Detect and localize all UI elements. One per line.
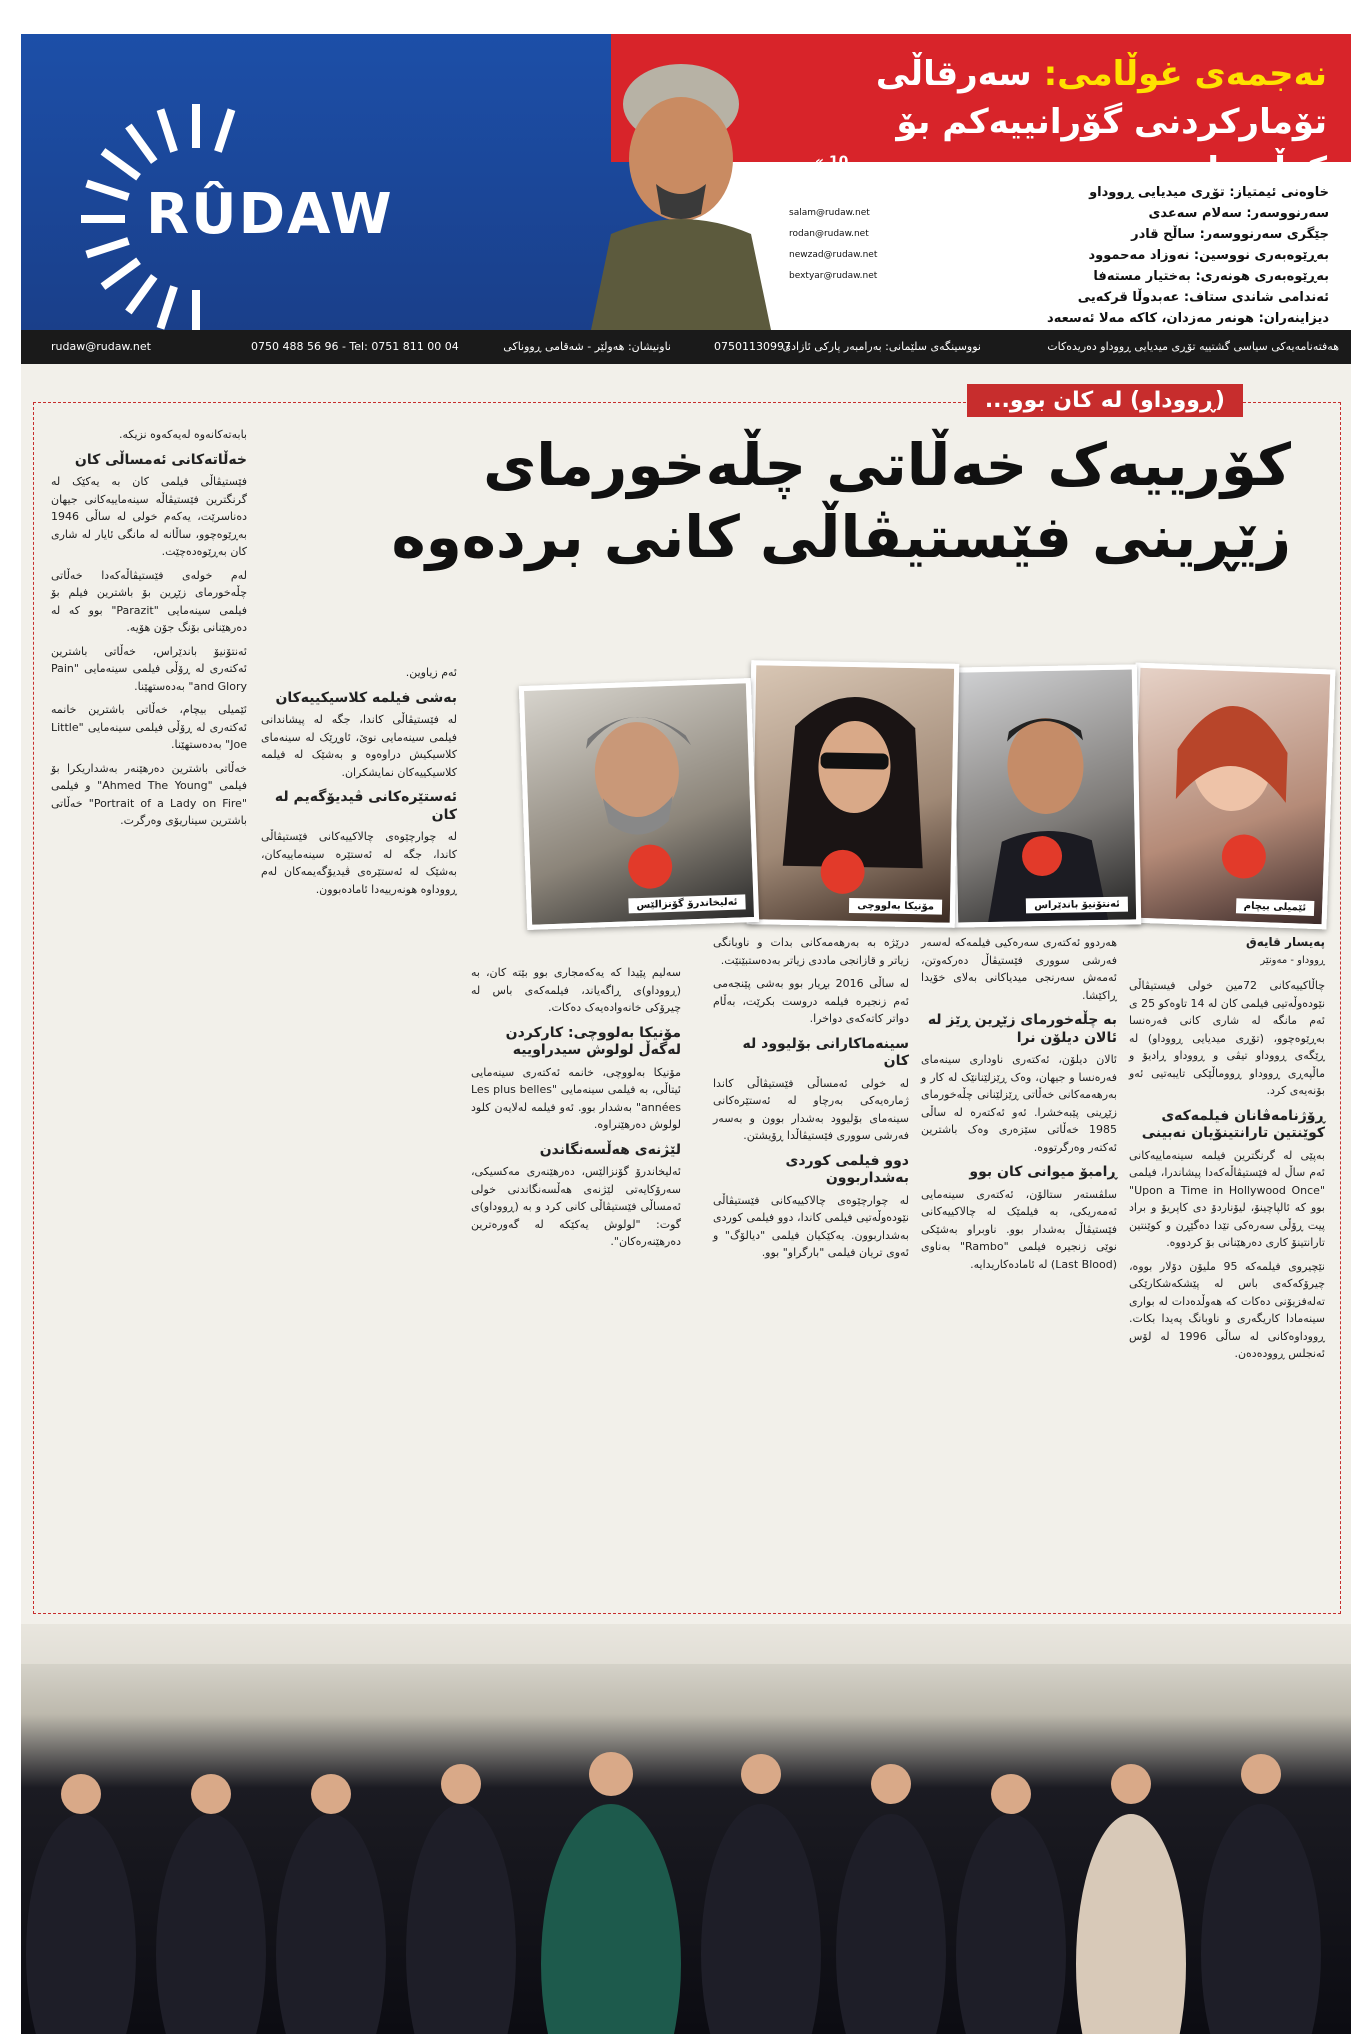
caption-monica-bellucci: مۆنیکا بەلووچی [849,898,942,915]
article-title-line2: زێڕینی فێستیڤاڵی کانی بردەوە [391,503,1291,571]
col5-p3: لە چوارچێوەی چالاکییەکانی فێستیڤاڵی کاندا، جگە لە ئەستێرە سینەماییەکان، بەشێک لە ئەستێرەی ڤیدیۆگەیمەکان لەم ڕووداوە هونەرییەدا ئامادەبوون. [261,830,457,896]
col5-p2: لە فێستیڤاڵی کاندا، جگە لە پیشاندانی فیلمی سینەمایی نوێ، ئاوڕێک لە سینەمای کلاسیکیش دراوەوە و بەشێک لە فیلمە کلاسیکییەکان نمایشکران. [261,713,457,779]
col6-p1: بابەتەکانەوە لەیەکەوە نزیکە. [118,428,247,441]
col1-p1: چاڵاکییەکانی 72مین خولی فیستیڤاڵی نێودەوڵەتیی فیلمی کان لە 14 تاوەکو 25 ی ئەم مانگە لە شاری کانی فەرەنسا بەڕێوەچوو، (تۆڕی میدیایی ڕووداو) لە ڕێگەی ڕووداو تیڤی و ڕووداو ڕادیۆ و ماڵپەڕی ڕووداو ڕووماڵێکی تایبەتیی ئەو بۆنەیەی کرد. [1129,979,1325,1097]
staff-role: دیزاینەران: هونەر مەزدان، کاکە مەلا ئەسعەد [1047,311,1329,326]
staff-row [789,266,1329,287]
col1-heading: ڕۆژنامەڤانان فیلمەکەی کوێنتین تارانتینۆیان نەبینی [1141,1107,1325,1141]
staff-role: جێگری سەرنووسەر: ساڵح قادر [1131,227,1329,242]
singer-portrait [551,44,811,330]
article-title-line1: کۆرییەک خەڵاتی چڵەخورمای [483,431,1291,499]
promo-headline-name: نەجمەی غوڵامی: [1043,54,1327,94]
staff-row [899,308,1329,329]
org-statement: هەفتەنامەیەکی سیاسی گشتییە تۆڕی میدیایی ڕووداو دەریدەکات [1047,340,1339,353]
page-reference-number: 10 [828,154,849,170]
photo-monica-bellucci [747,660,960,928]
col2-p2: ئالان دیلۆن، ئەکتەری ناوداری سینەمای فەرەنسا و جیهان، وەک ڕێزلێنانێک لە کار و بەرهەمەکانی خەڵاتی ڕێزلێنانی چڵەخورمای زێڕینی پێبەخشرا. ئەو ئەکتەرە لە ساڵی 1985 خەڵاتی سێزەری وەک باشترین ئەکتەر وەرگرتووە. [921,1053,1117,1154]
staff-row [789,203,1329,224]
col6-p2: فێستیڤاڵی فیلمی کان بە یەکێک لە گرنگترین فێستیڤاڵە سینەماییەکانی جیهان دەناسرێت، یەکەم خولی لە ساڵی 1946 بەڕێوەچوو، ساڵانە لە مانگی ئایار لە شاری کان بەڕێوەدەچێت. [51,475,247,558]
staff-role: ئەندامی شاندی ستاف: عەبدوڵا قرکەیی [1077,290,1329,305]
col5-p1: ئەم زیاوین. [405,666,457,679]
office-address: نووسینگەی سلێمانی: بەرامبەر پارکی ئازادی [782,340,981,353]
staff-role: خاوەنی ئیمتیاز: تۆڕی میدیایی ڕووداو [1089,185,1329,200]
col4-p2: مۆنیکا بەلووچی، خانمە ئەکتەری سینەمایی ئیتاڵی، بە فیلمی سینەمایی "Les plus belles années" بەشدار بوو. ئەو فیلمە لەلایەن کلود لولوش دەرهێنراوە. [471,1065,681,1131]
address: ناونیشان: هەولێر - شەقامی ڕووناکی [503,340,671,353]
byline-place: ڕووداو - مەونێر [1260,954,1325,966]
col6-p4: ئەنتۆنیۆ باندێراس، خەڵاتی باشترین ئەکتەری لە ڕۆڵی فیلمی سینەمایی "Pain and Glory" بەدەستهێنا. [51,644,247,693]
staff-role: بەڕێوەبەری نووسین: نەوزاد مەحموود [1088,248,1329,263]
staff-role: سەرنووسەر: سەلام سەعدی [1148,206,1329,221]
staff-row [899,182,1329,203]
column-2 [921,934,1117,1279]
article-title [391,429,1291,573]
staff-email[interactable]: bextyar@rudaw.net [789,271,878,281]
staff-row [899,287,1329,308]
info-bar [21,330,1351,364]
col5-heading2: ئەستێرەکانی ڤیدیۆگەیم لە کان [274,789,457,823]
col2-heading1: بە چڵەخورمای زێڕین ڕێز لە ئالان دیلۆن نرا [927,1012,1117,1046]
col6-p5: ئێمیلی بیچام، خەڵاتی باشترین خانمە ئەکتەری لە ڕۆڵی فیلمی سینەمایی "Little Joe" بەدەستهێنا. [51,703,247,751]
col3-p2: لە ساڵی 2016 بڕیار بوو بەشی پێنجەمی ئەم زنجیرە فیلمە دروست بکرێت، بەڵام دواتر کاتەکەی دواخرا. [713,977,909,1025]
col2-heading2: ڕامبۆ میوانی کان بوو [969,1164,1117,1180]
photo-alejandro-gonzalez [519,678,759,930]
staff-row [789,245,1329,266]
rudaw-logo-text: RÛDAW [146,182,394,247]
col6-p6: خەڵاتی باشترین دەرهێنەر بەشداریکرا بۆ فیلمی "Ahmed The Young" و فیلمی "Portrait of a Lady on Fire" خەڵاتی باشترین سیناریۆی وەرگرت. [51,761,248,827]
col5-heading1: بەشی فیلمە کلاسیکییەکان [275,689,457,706]
photo-alejandro-gonzalez-art [524,683,754,925]
staff-box [789,182,1329,329]
col1-p3: نێچیروی فیلمەکە 95 ملیۆن دۆلار بووە، چیرۆکەکەی باس لە پێشکەشکارێکی تەلەفزیۆنی دەکات کە هەوڵدەدات لە بواری سینەمادا کاریگەری و ناوبانگ پەیدا بکات. ڕووداوەکانی لە ساڵی 1996 لە لۆس ئەنجلس ڕوودەدەن. [1129,1259,1325,1360]
column-6 [51,426,247,836]
photo-emily-beecham-art [1132,668,1331,924]
caption-antonio-banderas: ئەنتۆنیۆ باندێراس [1026,897,1128,914]
col4-heading2: لێژنەی هەڵسەنگاندن [539,1141,681,1158]
photo-antonio-banderas-art [954,669,1136,922]
photo-antonio-banderas [949,664,1142,927]
staff-email[interactable]: newzad@rudaw.net [789,250,878,260]
col3-p1: درێژە بە بەرهەمەکانی بدات و ناوبانگی زیاتر و قازانجی ماددی زیاتر بەدەستبێنێت. [713,936,909,967]
photo-emily-beecham [1127,663,1336,930]
caption-alejandro-gonzalez: ئەلیخاندرۆ گۆنزالێس [628,894,746,913]
col6-heading: خەڵاتەکانی ئەمساڵی کان [74,451,247,468]
col3-p4: لە چوارچێوەی چالاکییەکانی فێستیڤاڵی نێودەوڵەتیی فیلمی کاندا، دوو فیلمی کوردی بەشداربوون. یەکێکیان فیلمی "دیالۆگ" و ئەوی تریان فیلمی "بارگراو" بوو. [713,1193,909,1259]
winners-group-photo [21,1624,1351,2034]
email-link[interactable]: rudaw@rudaw.net [51,340,151,353]
col4-heading1: مۆنیکا بەلووچی: کارکردن لەگەڵ لولوش سیدراوییە [505,1024,681,1058]
col2-p3: سلڤستەر ستالۆن، ئەکتەری سینەمایی ئەمەریکی، بە فیلمێک لە چالاکییەکانی فێستیڤاڵ بەشدار بوو. ناوبراو بەشێکی نوێی زنجیرە فیلمی "Rambo" بەناوی (Last Blood) لە ئامادەکاریدایە. [921,1187,1117,1271]
column-1 [1129,934,1325,1369]
col3-heading1: سینەماکارانی بۆلیوود لە کان [742,1035,909,1069]
staff-role: بەڕێوەبەری هونەری: بەختیار مستەفا [1093,269,1329,284]
chevron-left-icon: « [815,154,825,170]
col3-heading2: دوو فیلمی کوردی بەشداربوون [785,1152,909,1186]
byline-name: پەیسار قایەق [1246,935,1325,949]
phone-numbers: 0750 488 56 96 - Tel: 0751 811 00 04 [251,340,459,353]
page-reference[interactable] [815,154,848,170]
caption-emily-beecham: ئێمیلی بیچام [1235,898,1314,916]
winners-group-photo-art [21,1624,1351,2034]
photo-monica-bellucci-art [752,665,954,922]
column-5 [261,664,457,904]
article [21,364,1351,2034]
article-kicker: (ڕووداو) لە کان بوو... [967,384,1243,417]
staff-email[interactable]: salam@rudaw.net [789,208,870,218]
col2-p1: هەردوو ئەکتەری سەرەکیی فیلمەکە لەسەر فەرشی سووری فێستیڤاڵ دەرکەوتن، ئەمەش سەرنجی میدیاکانی بەلای خۆیدا ڕاکێشا. [921,936,1117,1002]
col4-p3: ئەلیخاندرۆ گۆنزالێس، دەرهێنەری مەکسیکی، سەرۆکایەتی لێژنەی هەڵسەنگاندنی خولی ئەمساڵی فێستیڤاڵی کانی کرد و بە (ڕووداو)ی گوت: "لولوش یەکێکە لە گەورەترین دەرهێنەرەکان". [471,1165,681,1248]
column-4 [471,964,681,1257]
staff-row [789,224,1329,245]
col1-p2: بەپێی لە گرنگترین فیلمە سینەماییەکانی ئەم ساڵ لە فێستیڤاڵەکەدا پیشاندرا، فیلمی "Upon a Time in Hollywood Once" بوو کە ئالپاچینۆ، لیۆناردۆ دی کاپریۆ و براد پیت ڕۆڵی سەرەکی تێدا دەگێڕن و کوێنتین تارانتینۆ کاری دەرهێنانی بۆ کردووە. [1129,1148,1325,1249]
col3-p3: لە خولی ئەمساڵی فێستیڤاڵی کاندا ژمارەیەکی بەرچاو لە ئەستێرەکانی سینەمای بۆلیوود بەشدار بوون و بەسەر فەرشی سووری فێستیڤاڵدا ڕۆیشتن. [713,1076,909,1142]
promo-headline[interactable] [787,50,1327,194]
office-phone: 07501130997 [714,340,791,353]
column-3 [713,934,909,1268]
staff-email[interactable]: rodan@rudaw.net [789,229,869,239]
promo-headline-rest: سەرقاڵی تۆمارکردنی گۆرانییەکم بۆ کۆڵبەران [875,54,1327,190]
col4-p1: سەلیم پێیدا کە یەکەمجاری بوو بێتە کان، بە (ڕووداو)ی ڕاگەیاند، فیلمەکەی باس لە چیرۆکی خانەوادەیەک دەکات. [471,966,681,1014]
masthead [21,34,1351,330]
col6-p3: لەم خولەی فێستیڤاڵەکەدا خەڵاتی چڵەخورمای زێڕین بۆ باشترین فیلم بۆ فیلمی سینەمایی "Parazit" بوو کە لە دەرهێنانی بۆنگ جۆن هۆیە. [51,568,247,634]
